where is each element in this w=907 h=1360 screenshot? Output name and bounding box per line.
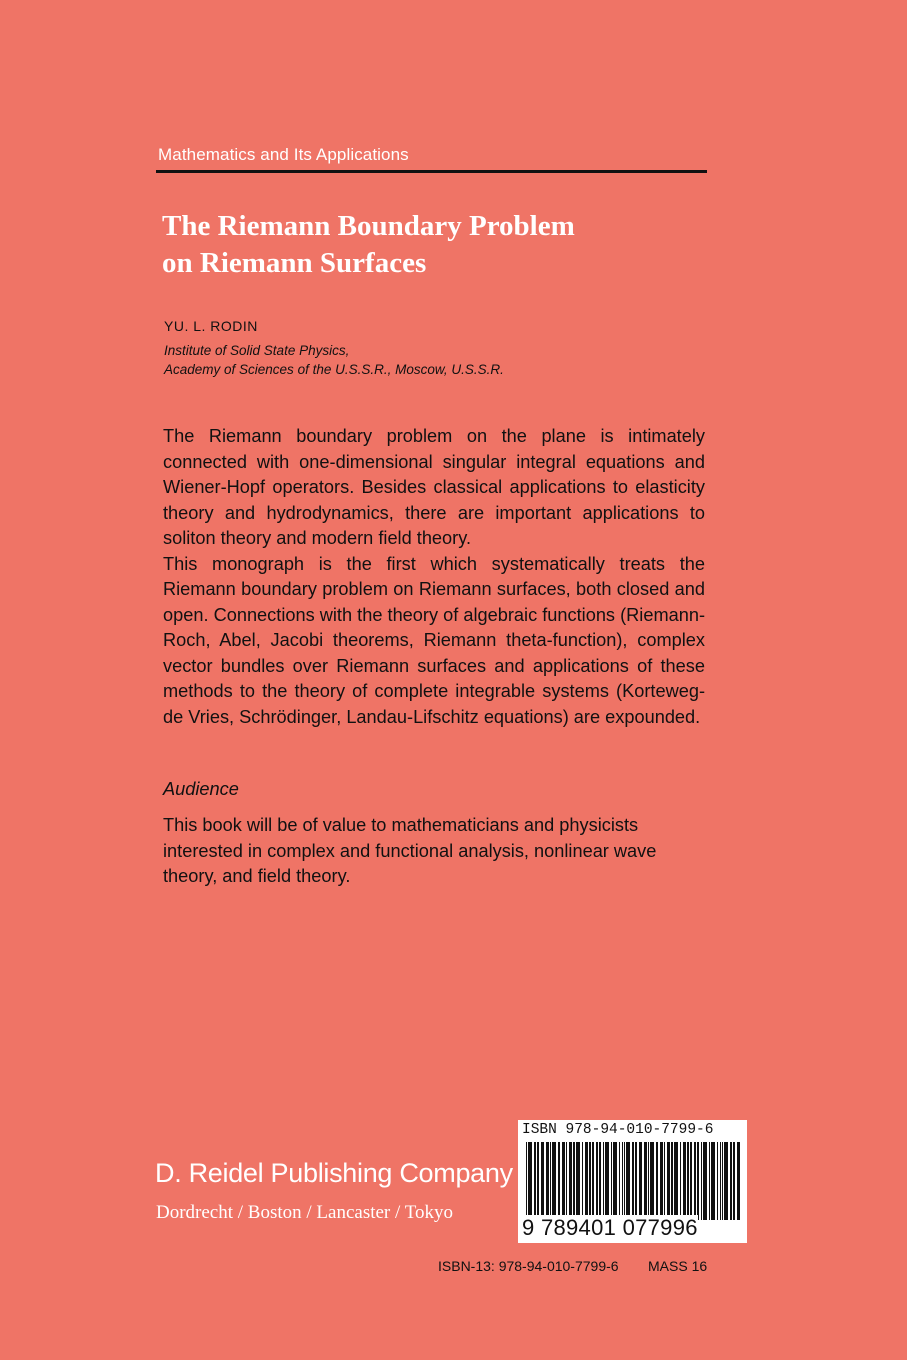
footer-isbn: ISBN-13: 978-94-010-7799-6 <box>438 1258 619 1274</box>
barcode-bar <box>528 1142 532 1220</box>
barcode-isbn-label: ISBN 978-94-010-7799-6 <box>522 1122 714 1138</box>
barcode-bar <box>596 1142 598 1220</box>
barcode-bar <box>573 1142 575 1220</box>
author-name: YU. L. RODIN <box>164 318 258 334</box>
barcode-bar <box>683 1142 686 1220</box>
barcode-digits: 9 789401 077996 <box>522 1215 698 1240</box>
barcode-block <box>518 1120 747 1243</box>
barcode-bar <box>626 1142 630 1220</box>
barcode-bar <box>603 1142 604 1220</box>
barcode-bar <box>550 1142 551 1220</box>
barcode-bar <box>660 1142 663 1220</box>
barcode-bar <box>622 1142 623 1220</box>
barcode-bar <box>644 1142 647 1220</box>
audience-text: This book will be of value to mathematicians and physicists interested in complex and functional analysis, nonlinear wave theory, and field theory. <box>163 815 657 886</box>
barcode-bar <box>724 1142 728 1220</box>
barcode-bar <box>733 1142 735 1220</box>
barcode-bar <box>599 1142 601 1220</box>
barcode-bar <box>717 1142 718 1220</box>
barcode-bar <box>656 1142 658 1220</box>
affiliation-line-1: Institute of Solid State Physics, <box>164 343 350 358</box>
description-paragraph-1: The Riemann boundary problem on the plane is intimately connected with one-dimensional singular integral equations and Wiener-Hopf operators. Besides classical applications to elasticity theory and hydrodynamics, there are important applications to soliton theory and modern field theory. <box>163 426 705 548</box>
barcode-bar <box>720 1142 721 1220</box>
barcode-bar <box>546 1142 549 1220</box>
barcode-bar <box>664 1142 665 1220</box>
barcode-bar <box>701 1142 702 1220</box>
publisher-name: D. Reidel Publishing Company <box>155 1158 513 1188</box>
description <box>163 424 705 730</box>
barcode-bar <box>635 1142 637 1220</box>
barcode-bar <box>694 1142 696 1220</box>
barcode-bar <box>697 1142 699 1220</box>
barcode-bar <box>703 1142 707 1220</box>
barcode-bar <box>680 1142 681 1220</box>
barcode-bars <box>524 1142 741 1220</box>
barcode-bar <box>569 1142 572 1220</box>
barcode-bar <box>624 1142 625 1220</box>
title-line-1: The Riemann Boundary Problem <box>162 210 575 242</box>
series-divider <box>156 170 707 173</box>
barcode-bar <box>613 1142 617 1220</box>
barcode-bar <box>537 1142 539 1220</box>
barcode-bar <box>650 1142 654 1220</box>
barcode-bar <box>582 1142 583 1220</box>
barcode-bar <box>671 1142 673 1220</box>
series-name: Mathematics and Its Applications <box>158 145 409 164</box>
barcode-bar <box>534 1142 536 1220</box>
barcode-bar <box>589 1142 591 1220</box>
barcode-bar <box>592 1142 594 1220</box>
barcode-bar <box>566 1142 567 1220</box>
barcode-bar <box>611 1142 612 1220</box>
publisher-cities: Dordrecht / Boston / Lancaster / Tokyo <box>156 1202 453 1223</box>
barcode-bar <box>562 1142 565 1220</box>
affiliation-line-2: Academy of Sciences of the U.S.S.R., Moscow, U.S.S.R. <box>164 362 504 377</box>
description-paragraph-2: This monograph is the first which systematically treats the Riemann boundary problem on Riemann surfaces, both closed and open. Connections with the theory of algebraic functions (Riemann-Roch, Abel, Jacobi theorems, Riemann theta-function), complex vector bundles over Riemann surfaces and applications of these methods to the theory of complete integrable systems (Korteweg-de Vries, Schrödinger, Landau-Lifschitz equations) are expounded. <box>163 553 705 727</box>
barcode-bar <box>674 1142 678 1220</box>
title-line-2: on Riemann Surfaces <box>162 247 427 279</box>
barcode-bar <box>687 1142 689 1220</box>
barcode-bar <box>605 1142 609 1220</box>
barcode-bar <box>632 1142 634 1220</box>
barcode-bar <box>648 1142 649 1220</box>
barcode-bar <box>558 1142 560 1220</box>
barcode-bar <box>619 1142 620 1220</box>
barcode-bar <box>667 1142 670 1220</box>
barcode-bar <box>526 1142 527 1220</box>
barcode-bar <box>585 1142 588 1220</box>
barcode-bar <box>737 1142 740 1220</box>
barcode-bar <box>711 1142 715 1220</box>
barcode-bar <box>730 1142 732 1220</box>
barcode-bar <box>722 1142 723 1220</box>
book-title <box>162 208 722 282</box>
barcode-bar <box>576 1142 580 1220</box>
barcode-bar <box>709 1142 710 1220</box>
audience-heading: Audience <box>163 779 239 799</box>
author-affiliation <box>164 341 504 379</box>
barcode-bar <box>541 1142 544 1220</box>
barcode-bar <box>690 1142 692 1220</box>
barcode-bar <box>639 1142 642 1220</box>
footer-code: MASS 16 <box>648 1258 708 1274</box>
barcode-bar <box>552 1142 556 1220</box>
